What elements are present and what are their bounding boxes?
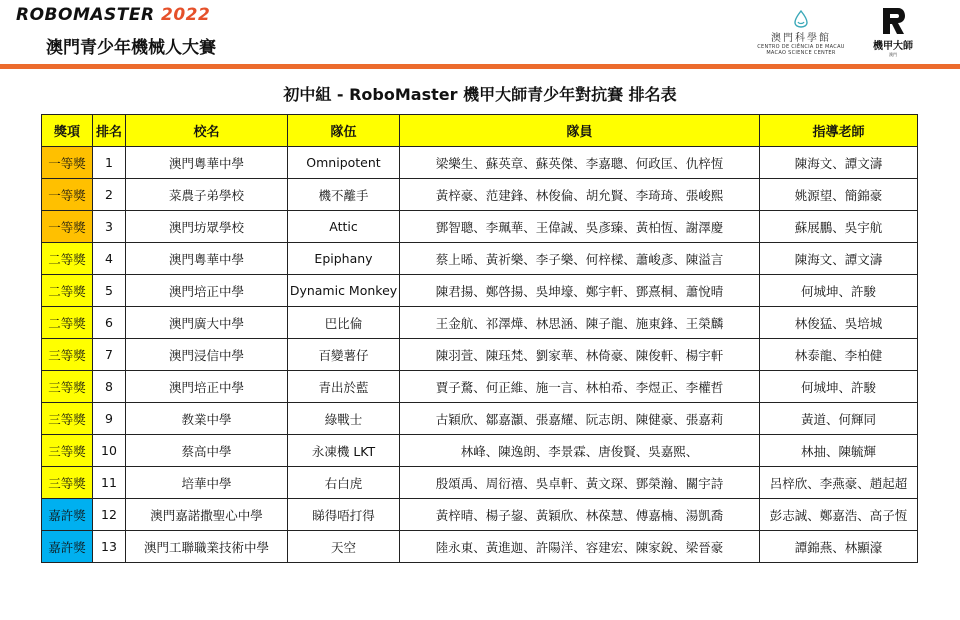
members-cell: 鄧智聰、李珮華、王偉誠、吳彥臻、黃柏恆、謝澤慶 [400,211,760,243]
rm-logo-chinese: 機甲大師 [873,41,913,52]
coaches-cell: 何城坤、許駿 [760,371,918,403]
header-award: 獎項 [42,115,93,147]
header-team: 隊伍 [288,115,400,147]
members-cell: 蔡上晞、黃祈樂、李子樂、何梓樑、蕭峻彥、陳溢言 [400,243,760,275]
team-cell: Attic [288,211,400,243]
robomaster-macau-logo [870,6,916,60]
rank-cell: 2 [93,179,126,211]
school-cell: 教業中學 [126,403,288,435]
rank-cell: 8 [93,371,126,403]
members-cell: 陳羽萱、陳珏梵、劉家華、林倚豪、陳俊軒、楊宇軒 [400,339,760,371]
table-row [42,211,918,243]
school-cell: 澳門粵華中學 [126,147,288,179]
school-cell: 蔡高中學 [126,435,288,467]
team-cell: 天空 [288,531,400,563]
rank-cell: 1 [93,147,126,179]
table-row [42,531,918,563]
members-cell: 林峰、陳逸朗、李景霖、唐俊賢、吳嘉熙、 [400,435,760,467]
team-cell: 巴比倫 [288,307,400,339]
award-cell: 一等獎 [42,179,93,211]
team-cell: 右白虎 [288,467,400,499]
members-cell: 陳君揚、鄭啓揚、吳坤壕、鄭宇軒、鄧熹桐、蕭悅晴 [400,275,760,307]
team-cell: 永凍機 LKT [288,435,400,467]
members-cell: 黃梓豪、范建鋒、林俊倫、胡允賢、李琦琦、張峻熙 [400,179,760,211]
members-cell: 黃梓晴、楊子鋆、黃穎欣、林葆慧、傅嘉楠、湯凱喬 [400,499,760,531]
robomaster-logo-text [16,5,210,25]
macao-science-center-logo [752,10,850,58]
table-row [42,307,918,339]
museum-name-pt: CENTRO DE CIÊNCIA DE MACAU [757,44,845,50]
award-cell: 三等獎 [42,371,93,403]
team-cell: Epiphany [288,243,400,275]
school-cell: 菜農子弟學校 [126,179,288,211]
award-cell: 三等獎 [42,403,93,435]
team-cell: Dynamic Monkey [288,275,400,307]
rank-cell: 6 [93,307,126,339]
members-cell: 賈子騖、何正維、施一言、林柏希、李煜正、李權哲 [400,371,760,403]
award-cell: 嘉許獎 [42,499,93,531]
award-cell: 三等獎 [42,467,93,499]
coaches-cell: 呂梓欣、李燕豪、趙起超 [760,467,918,499]
brand-year: 2022 [161,5,211,25]
school-cell: 澳門坊眾學校 [126,211,288,243]
museum-name: 澳門科學館 [771,33,831,44]
science-center-emblem-icon [790,10,812,28]
coaches-cell: 譚錦燕、林顯濠 [760,531,918,563]
table-row [42,403,918,435]
team-cell: Omnipotent [288,147,400,179]
header-divider [0,64,960,69]
table-row [42,467,918,499]
table-row [42,243,918,275]
school-cell: 澳門浸信中學 [126,339,288,371]
award-cell: 嘉許獎 [42,531,93,563]
coaches-cell: 彭志誠、鄭嘉浩、高子恆 [760,499,918,531]
award-cell: 一等獎 [42,211,93,243]
rank-cell: 10 [93,435,126,467]
team-cell: 百變薯仔 [288,339,400,371]
rank-cell: 4 [93,243,126,275]
coaches-cell: 陳海文、譚文濤 [760,243,918,275]
team-cell: 青出於藍 [288,371,400,403]
museum-name-en: MACAO SCIENCE CENTER [766,50,836,56]
members-cell: 古穎欣、鄒嘉灝、張嘉耀、阮志朗、陳健豪、張嘉莉 [400,403,760,435]
school-cell: 澳門廣大中學 [126,307,288,339]
school-cell: 培華中學 [126,467,288,499]
members-cell: 殷頌禹、周衍禧、吳卓軒、黃文琛、鄧榮瀚、關宇詩 [400,467,760,499]
coaches-cell: 黃道、何輝同 [760,403,918,435]
table-row [42,435,918,467]
coaches-cell: 陳海文、譚文濤 [760,147,918,179]
rank-cell: 12 [93,499,126,531]
robomaster-r-icon [879,6,907,36]
team-cell: 綠戰士 [288,403,400,435]
award-cell: 二等獎 [42,307,93,339]
rank-cell: 7 [93,339,126,371]
rank-cell: 11 [93,467,126,499]
table-row [42,275,918,307]
team-cell: 睇得唔打得 [288,499,400,531]
school-cell: 澳門培正中學 [126,275,288,307]
page-header [0,0,960,66]
award-cell: 三等獎 [42,339,93,371]
award-cell: 二等獎 [42,243,93,275]
coaches-cell: 姚源望、簡錦豪 [760,179,918,211]
coaches-cell: 林俊猛、吳培城 [760,307,918,339]
award-cell: 一等獎 [42,147,93,179]
coaches-cell: 蘇展鵬、吳宇航 [760,211,918,243]
rank-cell: 5 [93,275,126,307]
rank-cell: 13 [93,531,126,563]
coaches-cell: 林泰龍、李柏健 [760,339,918,371]
header-rank: 排名 [93,115,126,147]
members-cell: 梁樂生、蘇英章、蘇英傑、李嘉聰、何政匡、仇梓恆 [400,147,760,179]
ranking-table [41,114,918,563]
brand-main: ROBOMASTER [16,5,155,25]
members-cell: 王金航、祁澤燁、林思涵、陳子龍、施東鋒、王榮麟 [400,307,760,339]
rank-cell: 9 [93,403,126,435]
school-cell: 澳門粵華中學 [126,243,288,275]
coaches-cell: 何城坤、許駿 [760,275,918,307]
rank-cell: 3 [93,211,126,243]
competition-subtitle: 澳門青少年機械人大賽 [46,38,216,58]
header-coaches: 指導老師 [760,115,918,147]
table-row [42,179,918,211]
school-cell: 澳門工聯職業技術中學 [126,531,288,563]
table-row [42,371,918,403]
ranking-table-body [42,147,918,563]
rm-logo-sub: 澳門 [889,52,897,57]
header-members: 隊員 [400,115,760,147]
team-cell: 機不離手 [288,179,400,211]
table-row [42,499,918,531]
award-cell: 三等獎 [42,435,93,467]
school-cell: 澳門培正中學 [126,371,288,403]
table-row [42,339,918,371]
award-cell: 二等獎 [42,275,93,307]
header-school: 校名 [126,115,288,147]
members-cell: 陸永東、黃進迦、許陽洋、容建宏、陳家銳、梁晉豪 [400,531,760,563]
school-cell: 澳門嘉諾撒聖心中學 [126,499,288,531]
table-row [42,147,918,179]
coaches-cell: 林抽、陳毓輝 [760,435,918,467]
ranking-table-title: 初中組 - RoboMaster 機甲大師青少年對抗賽 排名表 [283,85,677,104]
table-header-row [42,115,918,147]
